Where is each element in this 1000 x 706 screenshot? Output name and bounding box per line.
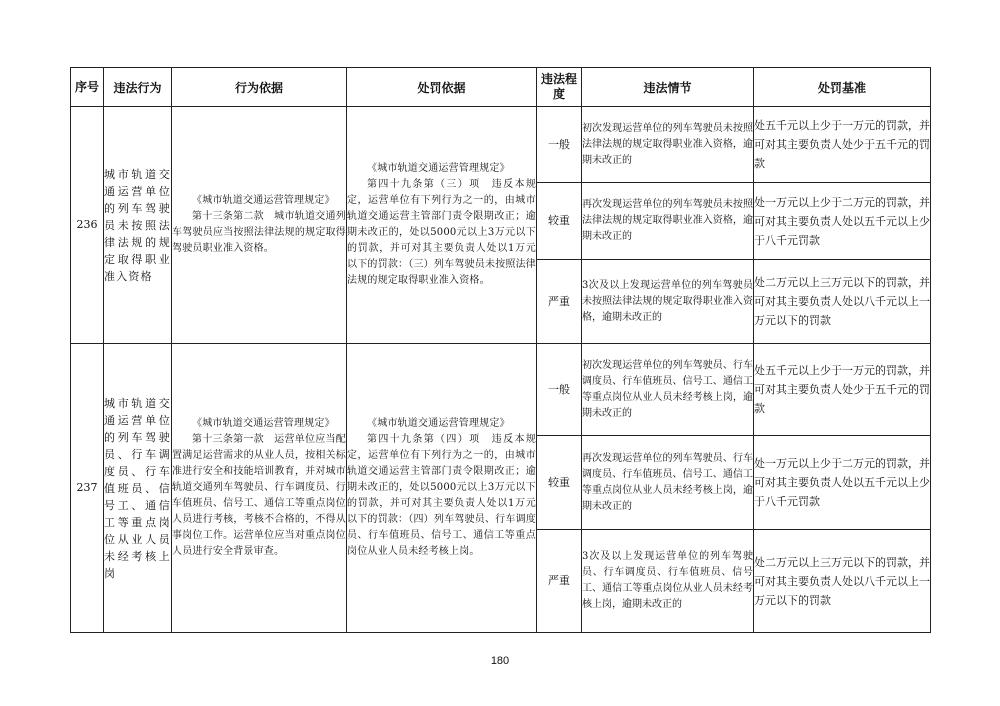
header-row bbox=[71, 68, 931, 107]
penalty-basis bbox=[347, 107, 537, 344]
basis-body: 第十三条第一款 运营单位应当配置满足运营需求的从业人员，按相关标准进行安全和技能培训教育，并对城市轨道交通列车驾驶员、行车调度员、行车值班员、信号工、通信工等重点岗位人员进行考核，考核不合格的，不得从事岗位工作。运营单位应当对重点岗位人员进行安全背景审查。 bbox=[172, 434, 346, 557]
basis-body: 第十三条第二款 城市轨道交通列车驾驶员应当按照法律法规的规定取得驾驶员职业准入资格。 bbox=[172, 211, 346, 254]
degree-cell: 严重 bbox=[537, 260, 582, 344]
header-situation: 违法情节 bbox=[582, 68, 754, 107]
situation-cell: 3次及以上发现运营单位的列车驾驶员、行车调度员、行车值班员、信号工、通信工等重点岗位从业人员未经考核上岗，逾期未改正的 bbox=[582, 530, 754, 633]
header-basis: 行为依据 bbox=[172, 68, 347, 107]
basis-title: 《城市轨道交通运营管理规定》 bbox=[192, 418, 335, 429]
standard-cell: 处一万元以上少于二万元的罚款，并可对其主要负责人处以五千元以上少于八千元罚款 bbox=[754, 436, 931, 530]
header-penalty-basis: 处罚依据 bbox=[347, 68, 537, 107]
row-number: 237 bbox=[71, 344, 104, 633]
degree-cell: 一般 bbox=[537, 107, 582, 183]
basis-title: 《城市轨道交通运营管理规定》 bbox=[192, 195, 335, 206]
row-number: 236 bbox=[71, 107, 104, 344]
table-row bbox=[71, 107, 931, 183]
degree-cell: 严重 bbox=[537, 530, 582, 633]
situation-cell: 再次发现运营单位的列车驾驶员、行车调度员、行车值班员、信号工、通信工等重点岗位从业人员未经考核上岗，逾期未改正的 bbox=[582, 436, 754, 530]
penalty-title: 《城市轨道交通运营管理规定》 bbox=[367, 163, 510, 174]
degree-cell: 较重 bbox=[537, 436, 582, 530]
header-act: 违法行为 bbox=[104, 68, 172, 107]
penalty-basis bbox=[347, 344, 537, 633]
header-standard: 处罚基准 bbox=[754, 68, 931, 107]
behavior-basis bbox=[172, 107, 347, 344]
situation-cell: 初次发现运营单位的列车驾驶员未按照法律法规的规定取得职业准入资格，逾期未改正的 bbox=[582, 107, 754, 183]
table-row bbox=[71, 344, 931, 436]
degree-cell: 一般 bbox=[537, 344, 582, 436]
standard-cell: 处五千元以上少于一万元的罚款，并可对其主要负责人处少于五千元的罚款 bbox=[754, 107, 931, 183]
standard-cell: 处二万元以上三万元以下的罚款，并可对其主要负责人处以八千元以上一万元以下的罚款 bbox=[754, 530, 931, 633]
penalty-body: 第四十九条第（三）项 违反本规定，运营单位有下列行为之一的，由城市轨道交通运营主管部门责令限期改正；逾期未改正的，处以5000元以上3万元以下的罚款，并可对其主要负责人处以1万元以下的罚款：（三）列车驾驶员未按照法律法规的规定取得职业准入资格。 bbox=[347, 179, 536, 286]
header-degree: 违法程度 bbox=[537, 68, 582, 107]
degree-cell: 较重 bbox=[537, 183, 582, 260]
penalty-title: 《城市轨道交通运营管理规定》 bbox=[367, 418, 510, 429]
standard-cell: 处五千元以上少于一万元的罚款，并可对其主要负责人处少于五千元的罚款 bbox=[754, 344, 931, 436]
situation-cell: 再次发现运营单位的列车驾驶员未按照法律法规的规定取得职业准入资格，逾期未改正的 bbox=[582, 183, 754, 260]
behavior-basis bbox=[172, 344, 347, 633]
page-number: 180 bbox=[490, 655, 510, 667]
standard-cell: 处一万元以上少于二万元的罚款，并可对其主要负责人处以五千元以上少于八千元罚款 bbox=[754, 183, 931, 260]
header-no: 序号 bbox=[71, 68, 104, 107]
violation-act: 城市轨道交通运营单位的列车驾驶员、行车调度员、行车值班员、信号工、通信工等重点岗位从业人员未经考核上岗 bbox=[104, 344, 172, 633]
standard-cell: 处二万元以上三万元以下的罚款，并可对其主要负责人处以八千元以上一万元以下的罚款 bbox=[754, 260, 931, 344]
situation-cell: 初次发现运营单位的列车驾驶员、行车调度员、行车值班员、信号工、通信工等重点岗位从业人员未经考核上岗，逾期未改正的 bbox=[582, 344, 754, 436]
situation-cell: 3次及以上发现运营单位的列车驾驶员未按照法律法规的规定取得职业准入资格，逾期未改正的 bbox=[582, 260, 754, 344]
violation-act: 城市轨道交通运营单位的列车驾驶员未按照法律法规的规定取得职业准入资格 bbox=[104, 107, 172, 344]
penalty-body: 第四十九条第（四）项 违反本规定，运营单位有下列行为之一的，由城市轨道交通运营主管部门责令限期改正；逾期未改正的，处以5000元以上3万元以下的罚款，并可对其主要负责人处以1万元以下的罚款：（四）列车驾驶员、行车调度员、行车值班员、信号工、通信工等重点岗位从业人员未经考核上岗。 bbox=[347, 434, 536, 557]
penalty-table bbox=[70, 67, 931, 633]
